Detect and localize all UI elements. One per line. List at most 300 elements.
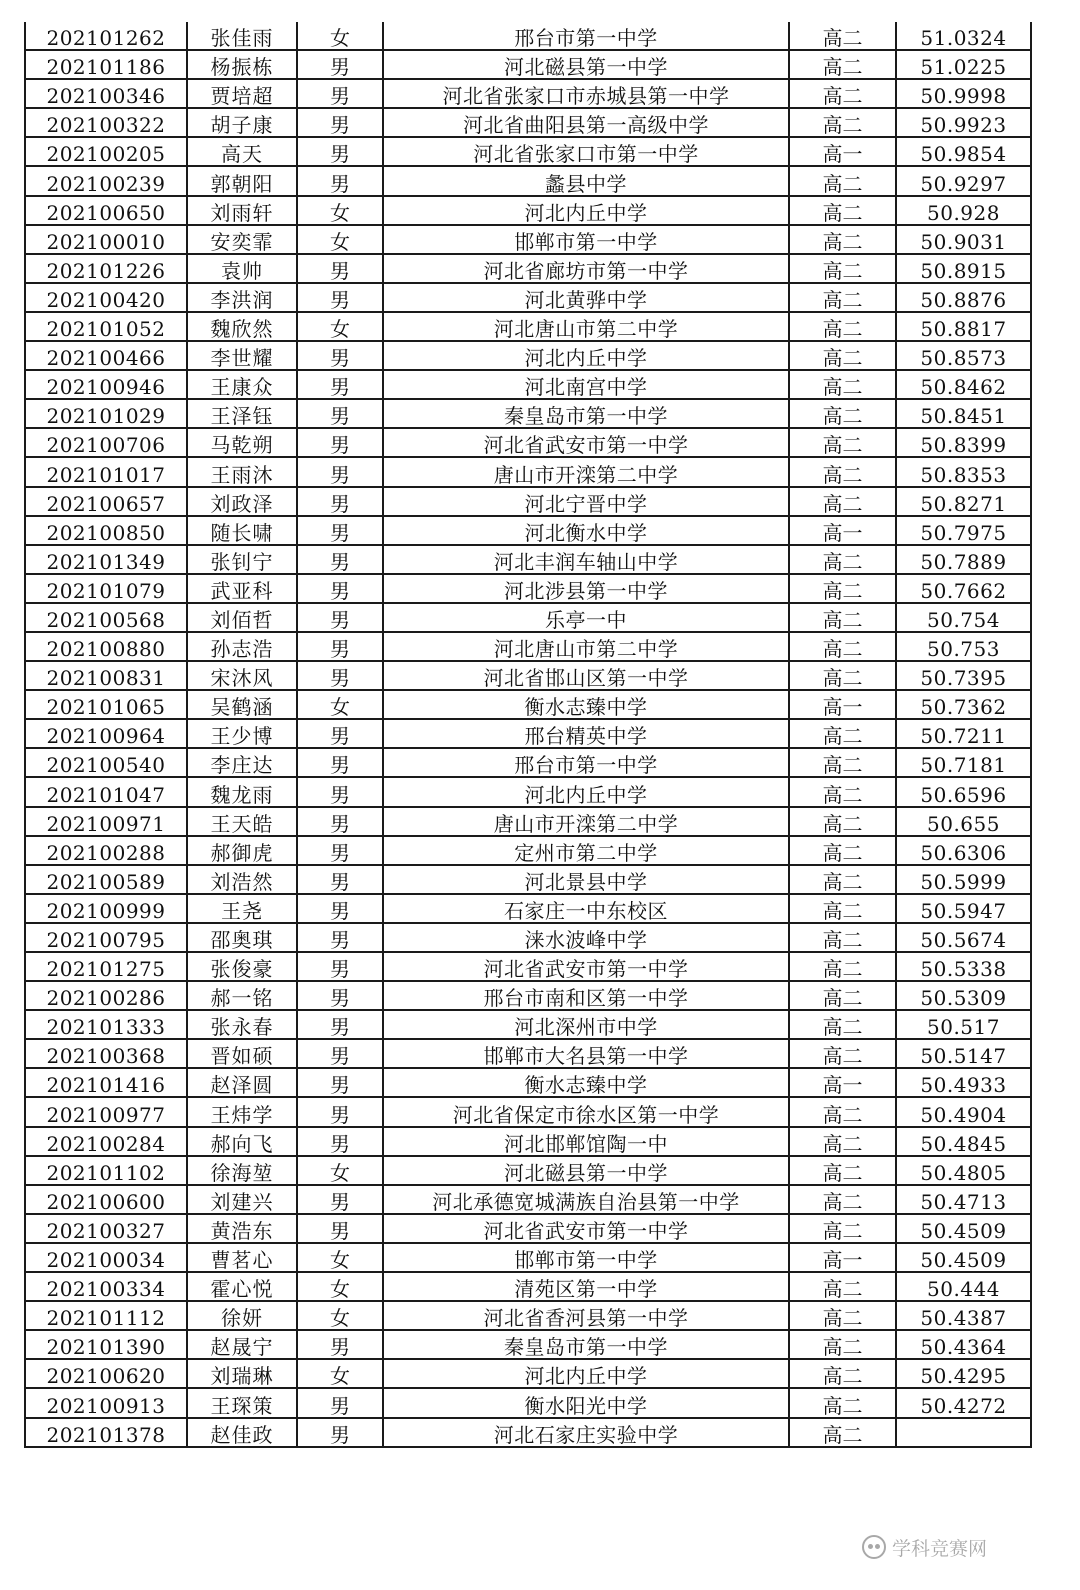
cell-name: 吴鹤涵 <box>187 690 297 719</box>
cell-school: 河北宁晋中学 <box>383 487 789 516</box>
cell-gender: 男 <box>297 545 383 574</box>
cell-gender: 男 <box>297 574 383 603</box>
wechat-icon <box>862 1535 886 1559</box>
cell-grade: 高二 <box>789 748 896 777</box>
cell-name: 孙志浩 <box>187 632 297 661</box>
cell-grade: 高二 <box>789 428 896 457</box>
cell-school: 河北涉县第一中学 <box>383 574 789 603</box>
cell-gender: 男 <box>297 952 383 981</box>
cell-gender: 男 <box>297 79 383 108</box>
cell-score: 50.6306 <box>896 836 1031 865</box>
cell-grade: 高二 <box>789 1039 896 1068</box>
cell-name: 高天 <box>187 137 297 166</box>
cell-grade: 高二 <box>789 1156 896 1185</box>
cell-grade: 高二 <box>789 50 896 79</box>
cell-student-id: 202101065 <box>25 690 187 719</box>
table-row <box>25 1272 1031 1301</box>
cell-grade: 高二 <box>789 1418 896 1447</box>
cell-school: 河北唐山市第二中学 <box>383 632 789 661</box>
cell-school: 衡水志臻中学 <box>383 1068 789 1097</box>
cell-student-id: 202100010 <box>25 225 187 254</box>
cell-student-id: 202100964 <box>25 719 187 748</box>
cell-school: 河北邯郸馆陶一中 <box>383 1127 789 1156</box>
table-row <box>25 457 1031 486</box>
cell-name: 曹茗心 <box>187 1243 297 1272</box>
table-row <box>25 1127 1031 1156</box>
cell-gender: 女 <box>297 690 383 719</box>
table-row <box>25 283 1031 312</box>
table-row <box>25 777 1031 806</box>
cell-student-id: 202101333 <box>25 1010 187 1039</box>
cell-score: 50.754 <box>896 603 1031 632</box>
cell-gender: 女 <box>297 1243 383 1272</box>
cell-name: 赵晟宁 <box>187 1330 297 1359</box>
cell-school: 河北内丘中学 <box>383 196 789 225</box>
cell-student-id: 202101052 <box>25 312 187 341</box>
cell-name: 黄浩东 <box>187 1214 297 1243</box>
table-row <box>25 1068 1031 1097</box>
results-table <box>24 22 1032 1448</box>
cell-name: 赵泽圆 <box>187 1068 297 1097</box>
cell-score: 50.9998 <box>896 79 1031 108</box>
cell-score: 50.7362 <box>896 690 1031 719</box>
cell-grade: 高二 <box>789 981 896 1010</box>
cell-school: 河北省香河县第一中学 <box>383 1301 789 1330</box>
cell-score: 50.8353 <box>896 457 1031 486</box>
cell-student-id: 202100795 <box>25 923 187 952</box>
cell-name: 王琛策 <box>187 1388 297 1417</box>
cell-name: 刘建兴 <box>187 1185 297 1214</box>
cell-student-id: 202100239 <box>25 166 187 195</box>
cell-student-id: 202101390 <box>25 1330 187 1359</box>
table-row <box>25 952 1031 981</box>
watermark <box>862 1532 987 1562</box>
cell-school: 河北唐山市第二中学 <box>383 312 789 341</box>
cell-school: 河北内丘中学 <box>383 777 789 806</box>
cell-gender: 女 <box>297 1359 383 1388</box>
cell-student-id: 202100600 <box>25 1185 187 1214</box>
cell-student-id: 202100850 <box>25 516 187 545</box>
cell-school: 唐山市开滦第二中学 <box>383 807 789 836</box>
cell-score: 50.8915 <box>896 254 1031 283</box>
cell-school: 邢台市南和区第一中学 <box>383 981 789 1010</box>
table-row <box>25 79 1031 108</box>
cell-gender: 男 <box>297 137 383 166</box>
cell-school: 河北内丘中学 <box>383 341 789 370</box>
cell-score: 50.4904 <box>896 1097 1031 1126</box>
table-row <box>25 690 1031 719</box>
cell-score: 50.9854 <box>896 137 1031 166</box>
cell-student-id: 202100322 <box>25 108 187 137</box>
cell-name: 郝向飞 <box>187 1127 297 1156</box>
cell-gender: 男 <box>297 283 383 312</box>
cell-gender: 男 <box>297 1039 383 1068</box>
cell-name: 王天皓 <box>187 807 297 836</box>
cell-grade: 高二 <box>789 108 896 137</box>
table-row <box>25 1039 1031 1068</box>
cell-student-id: 202100977 <box>25 1097 187 1126</box>
cell-grade: 高二 <box>789 1010 896 1039</box>
cell-gender: 男 <box>297 1185 383 1214</box>
cell-school: 河北承德宽城满族自治县第一中学 <box>383 1185 789 1214</box>
cell-student-id: 202100540 <box>25 748 187 777</box>
table-row <box>25 196 1031 225</box>
cell-school: 河北衡水中学 <box>383 516 789 545</box>
cell-gender: 男 <box>297 1127 383 1156</box>
cell-school: 河北省武安市第一中学 <box>383 428 789 457</box>
cell-grade: 高二 <box>789 399 896 428</box>
cell-name: 刘政泽 <box>187 487 297 516</box>
cell-gender: 男 <box>297 166 383 195</box>
cell-gender: 男 <box>297 865 383 894</box>
cell-school: 河北南宫中学 <box>383 370 789 399</box>
cell-school: 秦皇岛市第一中学 <box>383 399 789 428</box>
cell-score: 50.4713 <box>896 1185 1031 1214</box>
cell-name: 郝一铭 <box>187 981 297 1010</box>
cell-school: 河北丰润车轴山中学 <box>383 545 789 574</box>
cell-grade: 高二 <box>789 79 896 108</box>
cell-student-id: 202100568 <box>25 603 187 632</box>
cell-name: 魏龙雨 <box>187 777 297 806</box>
cell-grade: 高二 <box>789 1185 896 1214</box>
cell-school: 邢台市第一中学 <box>383 748 789 777</box>
cell-school: 河北省张家口市第一中学 <box>383 137 789 166</box>
table-row <box>25 894 1031 923</box>
cell-name: 刘浩然 <box>187 865 297 894</box>
cell-gender: 男 <box>297 457 383 486</box>
cell-student-id: 202100420 <box>25 283 187 312</box>
cell-grade: 高二 <box>789 1359 896 1388</box>
cell-gender: 男 <box>297 1010 383 1039</box>
cell-student-id: 202101079 <box>25 574 187 603</box>
table-row <box>25 1388 1031 1417</box>
cell-grade: 高二 <box>789 1301 896 1330</box>
table-row <box>25 1301 1031 1330</box>
cell-score: 50.7975 <box>896 516 1031 545</box>
cell-school: 河北磁县第一中学 <box>383 1156 789 1185</box>
cell-student-id: 202100880 <box>25 632 187 661</box>
cell-name: 张俊豪 <box>187 952 297 981</box>
cell-student-id: 202101349 <box>25 545 187 574</box>
cell-gender: 男 <box>297 777 383 806</box>
cell-score: 50.8271 <box>896 487 1031 516</box>
cell-student-id: 202101047 <box>25 777 187 806</box>
table-row <box>25 807 1031 836</box>
table-row <box>25 981 1031 1010</box>
cell-grade: 高一 <box>789 1068 896 1097</box>
table-row <box>25 923 1031 952</box>
cell-student-id: 202100346 <box>25 79 187 108</box>
table-row <box>25 836 1031 865</box>
cell-grade: 高二 <box>789 22 896 50</box>
cell-grade: 高二 <box>789 1097 896 1126</box>
watermark-text: 学科竞赛网 <box>892 1537 988 1560</box>
cell-score: 50.8451 <box>896 399 1031 428</box>
cell-score: 50.9297 <box>896 166 1031 195</box>
cell-grade: 高二 <box>789 196 896 225</box>
cell-student-id: 202100620 <box>25 1359 187 1388</box>
cell-name: 武亚科 <box>187 574 297 603</box>
cell-gender: 男 <box>297 661 383 690</box>
cell-gender: 女 <box>297 1156 383 1185</box>
cell-score: 50.9031 <box>896 225 1031 254</box>
cell-score: 50.4272 <box>896 1388 1031 1417</box>
cell-gender: 男 <box>297 50 383 79</box>
cell-school: 河北省廊坊市第一中学 <box>383 254 789 283</box>
table-row <box>25 574 1031 603</box>
cell-grade: 高一 <box>789 516 896 545</box>
cell-grade: 高二 <box>789 370 896 399</box>
table-row <box>25 1185 1031 1214</box>
cell-school: 河北石家庄实验中学 <box>383 1418 789 1447</box>
cell-name: 王炜学 <box>187 1097 297 1126</box>
cell-student-id: 202100034 <box>25 1243 187 1272</box>
cell-school: 唐山市开滦第二中学 <box>383 457 789 486</box>
cell-name: 徐海堃 <box>187 1156 297 1185</box>
cell-score: 50.444 <box>896 1272 1031 1301</box>
cell-grade: 高二 <box>789 894 896 923</box>
cell-student-id: 202100971 <box>25 807 187 836</box>
cell-grade: 高二 <box>789 1330 896 1359</box>
cell-grade: 高一 <box>789 690 896 719</box>
cell-score: 50.4387 <box>896 1301 1031 1330</box>
cell-grade: 高二 <box>789 283 896 312</box>
cell-student-id: 202100284 <box>25 1127 187 1156</box>
table-row <box>25 341 1031 370</box>
cell-school: 河北景县中学 <box>383 865 789 894</box>
table-row <box>25 254 1031 283</box>
cell-school: 定州市第二中学 <box>383 836 789 865</box>
cell-name: 杨振栋 <box>187 50 297 79</box>
cell-name: 刘瑞琳 <box>187 1359 297 1388</box>
cell-name: 赵佳政 <box>187 1418 297 1447</box>
cell-name: 随长啸 <box>187 516 297 545</box>
cell-student-id: 202101186 <box>25 50 187 79</box>
cell-grade: 高二 <box>789 341 896 370</box>
cell-school: 乐亭一中 <box>383 603 789 632</box>
cell-school: 邯郸市第一中学 <box>383 1243 789 1272</box>
cell-gender: 男 <box>297 836 383 865</box>
table-row <box>25 748 1031 777</box>
cell-gender: 男 <box>297 1214 383 1243</box>
table-row <box>25 399 1031 428</box>
cell-school: 河北深州市中学 <box>383 1010 789 1039</box>
cell-gender: 男 <box>297 603 383 632</box>
cell-score: 50.7889 <box>896 545 1031 574</box>
cell-score: 50.4805 <box>896 1156 1031 1185</box>
cell-score: 50.5309 <box>896 981 1031 1010</box>
table-row <box>25 1214 1031 1243</box>
cell-gender: 女 <box>297 22 383 50</box>
cell-student-id: 202100650 <box>25 196 187 225</box>
cell-student-id: 202100368 <box>25 1039 187 1068</box>
cell-school: 河北黄骅中学 <box>383 283 789 312</box>
cell-gender: 女 <box>297 225 383 254</box>
table-row <box>25 865 1031 894</box>
table-row <box>25 545 1031 574</box>
cell-gender: 男 <box>297 923 383 952</box>
cell-score: 50.7181 <box>896 748 1031 777</box>
cell-grade: 高二 <box>789 661 896 690</box>
cell-score: 50.4845 <box>896 1127 1031 1156</box>
cell-student-id: 202100657 <box>25 487 187 516</box>
cell-grade: 高二 <box>789 777 896 806</box>
table-row <box>25 312 1031 341</box>
cell-student-id: 202101029 <box>25 399 187 428</box>
cell-score: 51.0225 <box>896 50 1031 79</box>
cell-student-id: 202101262 <box>25 22 187 50</box>
cell-gender: 男 <box>297 516 383 545</box>
cell-student-id: 202100327 <box>25 1214 187 1243</box>
cell-gender: 女 <box>297 312 383 341</box>
cell-grade: 高二 <box>789 632 896 661</box>
cell-score: 50.5338 <box>896 952 1031 981</box>
cell-grade: 高二 <box>789 254 896 283</box>
cell-name: 刘佰哲 <box>187 603 297 632</box>
cell-score: 50.7211 <box>896 719 1031 748</box>
cell-school: 秦皇岛市第一中学 <box>383 1330 789 1359</box>
cell-score: 50.8573 <box>896 341 1031 370</box>
cell-school: 石家庄一中东校区 <box>383 894 789 923</box>
cell-name: 张永春 <box>187 1010 297 1039</box>
cell-school: 河北省武安市第一中学 <box>383 1214 789 1243</box>
cell-school: 邯郸市大名县第一中学 <box>383 1039 789 1068</box>
cell-score: 50.655 <box>896 807 1031 836</box>
cell-name: 王雨沐 <box>187 457 297 486</box>
cell-school: 蠡县中学 <box>383 166 789 195</box>
cell-name: 王泽钰 <box>187 399 297 428</box>
cell-gender: 男 <box>297 487 383 516</box>
cell-name: 霍心悦 <box>187 1272 297 1301</box>
cell-score: 50.517 <box>896 1010 1031 1039</box>
cell-grade: 高二 <box>789 1272 896 1301</box>
cell-grade: 高二 <box>789 1388 896 1417</box>
cell-score: 50.8399 <box>896 428 1031 457</box>
cell-school: 邢台市第一中学 <box>383 22 789 50</box>
cell-name: 刘雨轩 <box>187 196 297 225</box>
cell-grade: 高二 <box>789 1214 896 1243</box>
cell-score: 50.7395 <box>896 661 1031 690</box>
cell-score: 50.4509 <box>896 1214 1031 1243</box>
cell-score: 50.5674 <box>896 923 1031 952</box>
cell-score: 50.753 <box>896 632 1031 661</box>
cell-gender: 男 <box>297 399 383 428</box>
table-row <box>25 166 1031 195</box>
cell-name: 李庄达 <box>187 748 297 777</box>
table-row <box>25 1330 1031 1359</box>
cell-score: 50.4933 <box>896 1068 1031 1097</box>
cell-grade: 高一 <box>789 137 896 166</box>
cell-score: 50.928 <box>896 196 1031 225</box>
cell-score: 50.4509 <box>896 1243 1031 1272</box>
cell-grade: 高二 <box>789 1127 896 1156</box>
cell-gender: 男 <box>297 428 383 457</box>
cell-score: 50.5999 <box>896 865 1031 894</box>
cell-name: 邵奥琪 <box>187 923 297 952</box>
table-row <box>25 1156 1031 1185</box>
cell-name: 王康众 <box>187 370 297 399</box>
cell-score: 50.4364 <box>896 1330 1031 1359</box>
cell-name: 李洪润 <box>187 283 297 312</box>
cell-school: 邯郸市第一中学 <box>383 225 789 254</box>
cell-score <box>896 1418 1031 1447</box>
cell-student-id: 202101416 <box>25 1068 187 1097</box>
table-row <box>25 632 1031 661</box>
cell-gender: 男 <box>297 719 383 748</box>
cell-name: 胡子康 <box>187 108 297 137</box>
cell-student-id: 202100205 <box>25 137 187 166</box>
table-row <box>25 1418 1031 1447</box>
cell-grade: 高二 <box>789 166 896 195</box>
cell-gender: 男 <box>297 341 383 370</box>
table-row <box>25 1359 1031 1388</box>
cell-school: 河北磁县第一中学 <box>383 50 789 79</box>
cell-name: 晋如硕 <box>187 1039 297 1068</box>
cell-score: 50.7662 <box>896 574 1031 603</box>
cell-grade: 高二 <box>789 545 896 574</box>
cell-gender: 男 <box>297 1068 383 1097</box>
cell-name: 郭朝阳 <box>187 166 297 195</box>
cell-score: 50.8817 <box>896 312 1031 341</box>
cell-gender: 男 <box>297 1388 383 1417</box>
cell-student-id: 202101226 <box>25 254 187 283</box>
table-row <box>25 225 1031 254</box>
cell-grade: 高二 <box>789 865 896 894</box>
table-row <box>25 661 1031 690</box>
table-row <box>25 22 1031 50</box>
cell-name: 宋沐风 <box>187 661 297 690</box>
cell-score: 50.5147 <box>896 1039 1031 1068</box>
cell-gender: 男 <box>297 1418 383 1447</box>
table-row <box>25 487 1031 516</box>
cell-school: 河北内丘中学 <box>383 1359 789 1388</box>
cell-grade: 高二 <box>789 225 896 254</box>
cell-student-id: 202100999 <box>25 894 187 923</box>
cell-score: 50.5947 <box>896 894 1031 923</box>
cell-school: 河北省保定市徐水区第一中学 <box>383 1097 789 1126</box>
cell-name: 王少博 <box>187 719 297 748</box>
results-table-body <box>25 22 1031 1447</box>
table-row <box>25 428 1031 457</box>
cell-score: 50.6596 <box>896 777 1031 806</box>
cell-student-id: 202101378 <box>25 1418 187 1447</box>
cell-student-id: 202101112 <box>25 1301 187 1330</box>
cell-student-id: 202100334 <box>25 1272 187 1301</box>
cell-score: 50.8876 <box>896 283 1031 312</box>
cell-school: 邢台精英中学 <box>383 719 789 748</box>
cell-grade: 高二 <box>789 836 896 865</box>
cell-name: 张钊宁 <box>187 545 297 574</box>
cell-gender: 男 <box>297 981 383 1010</box>
table-row <box>25 137 1031 166</box>
cell-school: 涞水波峰中学 <box>383 923 789 952</box>
cell-school: 河北省曲阳县第一高级中学 <box>383 108 789 137</box>
table-row <box>25 370 1031 399</box>
cell-student-id: 202100913 <box>25 1388 187 1417</box>
cell-student-id: 202100946 <box>25 370 187 399</box>
cell-school: 河北省张家口市赤城县第一中学 <box>383 79 789 108</box>
cell-gender: 男 <box>297 807 383 836</box>
cell-student-id: 202100706 <box>25 428 187 457</box>
cell-grade: 高二 <box>789 719 896 748</box>
cell-gender: 男 <box>297 108 383 137</box>
cell-name: 安奕霏 <box>187 225 297 254</box>
cell-grade: 高二 <box>789 807 896 836</box>
cell-name: 袁帅 <box>187 254 297 283</box>
cell-student-id: 202100286 <box>25 981 187 1010</box>
cell-gender: 男 <box>297 632 383 661</box>
cell-student-id: 202100466 <box>25 341 187 370</box>
